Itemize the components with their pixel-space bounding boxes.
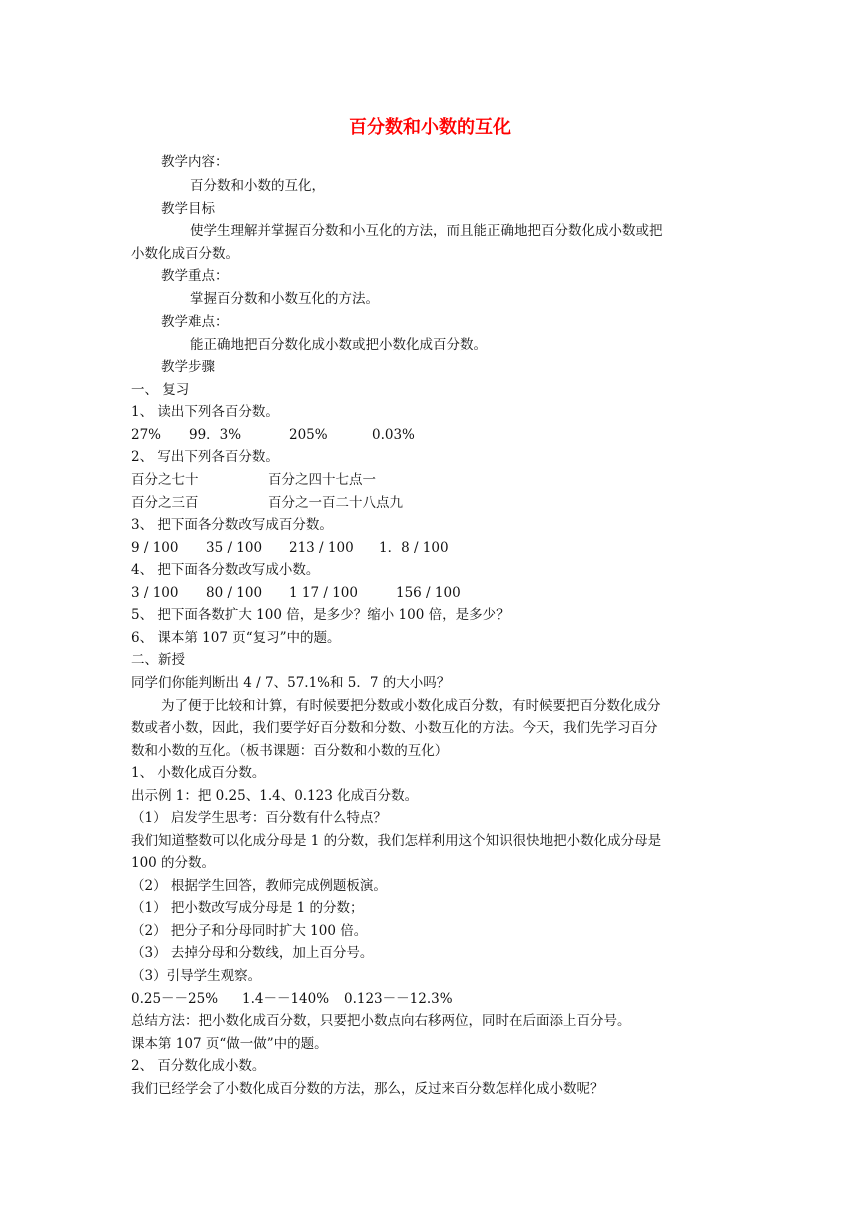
text-line: 我们知道整数可以化成分母是 1 的分数，我们怎样利用这个知识很快地把小数化成分母是 <box>131 833 662 849</box>
fraction-item: 80 / 100 <box>206 585 263 601</box>
percent-item: 27% <box>131 427 162 443</box>
word-item: 百分之一百二十八点九 <box>268 495 403 511</box>
text-line: 4、 把下面各分数改写成小数。 <box>131 562 320 578</box>
text-line: 一、 复习 <box>131 382 190 398</box>
word-item: 百分之四十七点一 <box>268 472 376 488</box>
example-item: 0.123－－12.3% <box>344 991 453 1007</box>
percent-item: 0.03% <box>372 427 415 443</box>
text-line: （1） 启发学生思考：百分数有什么特点？ <box>131 810 387 826</box>
word-item: 百分之三百 <box>131 495 199 511</box>
text-line: 百分数和小数的互化， <box>190 178 325 194</box>
text-line: 教学步骤 <box>161 359 215 375</box>
text-line: 教学难点： <box>161 314 229 330</box>
text-line: 我们已经学会了小数化成百分数的方法，那么，反过来百分数怎样化成小数呢？ <box>131 1081 604 1097</box>
percent-item: 205% <box>289 427 328 443</box>
text-line: 数和小数的互化。（板书课题：百分数和小数的互化） <box>131 743 449 759</box>
text-line: 二、新授 <box>131 652 185 668</box>
text-line: （3）引导学生观察。 <box>131 968 262 984</box>
example-item: 0.25－－25% <box>131 991 219 1007</box>
fraction-item: 3 / 100 <box>131 585 179 601</box>
fraction-item: 1 17 / 100 <box>289 585 358 601</box>
fraction-item: 9 / 100 <box>131 540 179 556</box>
example-item: 1.4－－140% <box>242 991 330 1007</box>
text-line: 1、 小数化成百分数。 <box>131 765 266 781</box>
text-line: 教学内容： <box>161 154 229 170</box>
text-line: 总结方法：把小数化成百分数，只要把小数点向右移两位，同时在后面添上百分号。 <box>131 1013 631 1029</box>
text-line: 教学目标 <box>161 201 215 217</box>
text-line: 出示例 1：把 0.25、1.4、0.123 化成百分数。 <box>131 788 419 804</box>
fraction-item: 156 / 100 <box>396 585 461 601</box>
fraction-item: 213 / 100 <box>289 540 354 556</box>
text-line: 5、 把下面各数扩大 100 倍，是多少？缩小 100 倍，是多少？ <box>131 607 510 623</box>
text-line: 课本第 107 页“做一做”中的题。 <box>131 1036 328 1052</box>
word-item: 百分之七十 <box>131 472 199 488</box>
text-line: 数或者小数，因此，我们要学好百分数和分数、小数互化的方法。今天，我们先学习百分 <box>131 720 658 736</box>
text-line: （1） 把小数改写成分母是 1 的分数； <box>131 900 364 916</box>
document-title: 百分数和小数的互化 <box>349 117 511 138</box>
text-line: 使学生理解并掌握百分数和小互化的方法，而且能正确地把百分数化成小数或把 <box>190 223 663 239</box>
text-line: 1、 读出下列各百分数。 <box>131 404 279 420</box>
text-line: 能正确地把百分数化成小数或把小数化成百分数。 <box>190 337 487 353</box>
fraction-item: 1．8 / 100 <box>379 540 449 556</box>
text-line: 教学重点： <box>161 268 229 284</box>
text-line: 掌握百分数和小数互化的方法。 <box>190 291 379 307</box>
text-line: （3） 去掉分母和分数线，加上百分号。 <box>131 945 374 961</box>
percent-item: 99．3% <box>189 427 242 443</box>
text-line: 100 的分数。 <box>131 855 216 871</box>
text-line: 6、 课本第 107 页“复习”中的题。 <box>131 630 341 646</box>
text-line: 为了便于比较和计算，有时候要把分数或小数化成百分数，有时候要把百分数化成分 <box>161 698 661 714</box>
text-line: 2、 写出下列各百分数。 <box>131 449 279 465</box>
fraction-item: 35 / 100 <box>206 540 263 556</box>
text-line: （2） 根据学生回答，教师完成例题板演。 <box>131 878 387 894</box>
text-line: （2） 把分子和分母同时扩大 100 倍。 <box>131 923 368 939</box>
text-line: 同学们你能判断出 4 / 7、57.1%和 5．7 的大小吗？ <box>131 675 451 691</box>
text-line: 2、 百分数化成小数。 <box>131 1058 266 1074</box>
text-line: 3、 把下面各分数改写成百分数。 <box>131 517 333 533</box>
text-line: 小数化成百分数。 <box>131 246 239 262</box>
